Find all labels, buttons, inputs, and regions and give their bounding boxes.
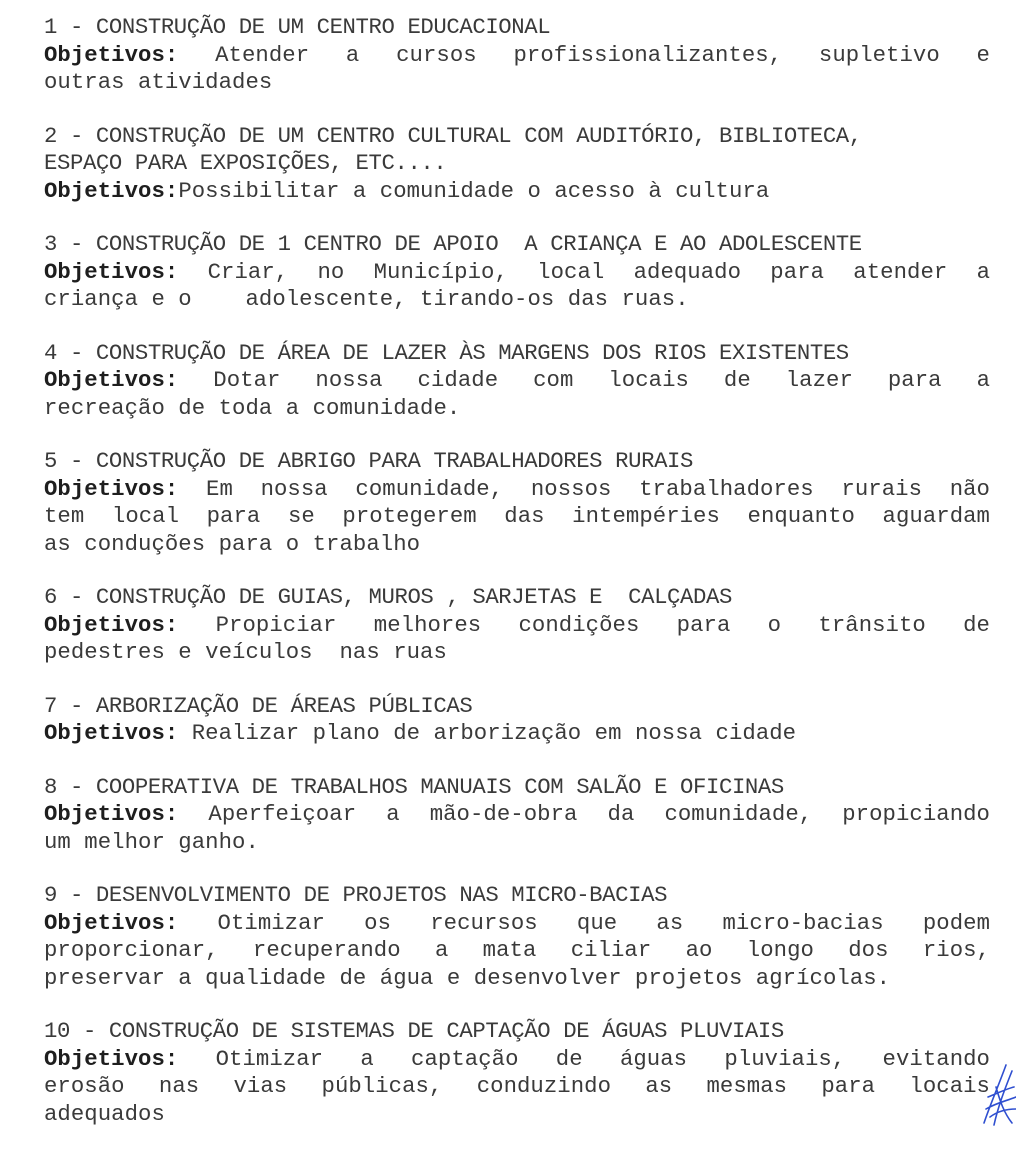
objectives-label: Objetivos: (44, 258, 179, 285)
objective-text: um melhor ganho. (44, 828, 259, 855)
signature-mark (976, 1057, 1016, 1127)
objective-text: tem local para se protegerem das intempéries enquanto aguardam (44, 503, 990, 529)
project-objective-line (44, 965, 990, 993)
project-title: 2 - CONSTRUÇÃO DE UM CENTRO CULTURAL COM AUDITÓRIO, BIBLIOTECA, (44, 122, 862, 149)
objective-text: proporcionar, recuperando a mata ciliar ao longo dos rios, (44, 937, 990, 963)
objective-text: Otimizar a captação de águas pluviais, evitando (215, 1045, 990, 1072)
project-list (44, 14, 990, 1154)
objectives-label: Objetivos: (44, 367, 179, 393)
project-item (44, 14, 990, 97)
project-objective-line (44, 286, 990, 314)
project-objective-line (44, 178, 990, 206)
objective-text: Em nossa comunidade, nossos trabalhadores rurais não (206, 475, 990, 502)
project-objective-line (44, 42, 990, 70)
objective-text: Atender a cursos profissionalizantes, supletivo e (215, 41, 990, 68)
project-objective-line (44, 476, 990, 504)
project-objective-line (44, 69, 990, 97)
objectives-label: Objetivos: (44, 177, 179, 204)
project-title: 4 - CONSTRUÇÃO DE ÁREA DE LAZER ÀS MARGENS DOS RIOS EXISTENTES (44, 339, 849, 366)
project-objective-line (44, 1046, 990, 1074)
project-item (44, 584, 990, 667)
objective-text: recreação de toda a comunidade. (44, 394, 461, 421)
objective-text: Otimizar os recursos que as micro-bacias podem (217, 909, 990, 936)
project-title: 10 - CONSTRUÇÃO DE SISTEMAS DE CAPTAÇÃO DE ÁGUAS PLUVIAIS (44, 1018, 784, 1044)
project-objective-line (44, 395, 990, 423)
objective-text: adequados (44, 1100, 165, 1127)
objective-text: erosão nas vias públicas, conduzindo as mesmas para locais (44, 1073, 990, 1099)
objectives-label: Objetivos: (44, 475, 179, 502)
project-item (44, 231, 990, 314)
project-item (44, 448, 990, 558)
objective-text: Realizar plano de arborização em nossa cidade (191, 720, 797, 746)
objectives-label: Objetivos: (44, 720, 179, 746)
project-title: 6 - CONSTRUÇÃO DE GUIAS, MUROS , SARJETAS E CALÇADAS (44, 584, 732, 610)
project-objective-line (44, 910, 990, 938)
project-title: ESPAÇO PARA EXPOSIÇÕES, ETC.... (44, 150, 447, 176)
objective-text: Aperfeiçoar a mão-de-obra da comunidade, propiciando (208, 801, 990, 827)
project-objective-line (44, 801, 990, 829)
objective-text: pedestres e veículos nas ruas (44, 639, 447, 665)
project-title: 3 - CONSTRUÇÃO DE 1 CENTRO DE APOIO A CRIANÇA E AO ADOLESCENTE (44, 231, 862, 257)
objective-text: Dotar nossa cidade com locais de lazer para a (213, 367, 990, 393)
project-title: 5 - CONSTRUÇÃO DE ABRIGO PARA TRABALHADORES RURAIS (44, 448, 694, 474)
objective-text: preservar a qualidade de água e desenvolver projetos agrícolas. (44, 964, 891, 991)
project-item (44, 693, 990, 748)
objective-text: as conduções para o trabalho (44, 530, 421, 557)
objectives-label: Objetivos: (44, 611, 179, 638)
objective-text: Propiciar melhores condições para o trânsito de (215, 611, 990, 638)
objective-text: criança e o adolescente, tirando-os das ruas. (44, 286, 689, 312)
project-objective-line (44, 367, 990, 395)
project-item (44, 1018, 990, 1128)
project-item (44, 774, 990, 857)
project-item (44, 340, 990, 423)
project-objective-line (44, 531, 990, 559)
project-objective-line (44, 829, 990, 857)
objective-text: Criar, no Município, local adequado para atender a (207, 258, 991, 285)
project-item (44, 123, 990, 206)
project-objective-line (44, 612, 990, 640)
project-title: 9 - DESENVOLVIMENTO DE PROJETOS NAS MICRO-BACIAS (44, 882, 668, 908)
project-objective-line (44, 639, 990, 667)
objective-text: outras atividades (44, 69, 273, 95)
project-objective-line (44, 503, 990, 531)
objectives-label: Objetivos: (44, 801, 179, 827)
objectives-label: Objetivos: (44, 909, 179, 936)
project-item (44, 882, 990, 992)
project-objective-line (44, 259, 990, 287)
project-objective-line (44, 1073, 990, 1101)
project-title: 1 - CONSTRUÇÃO DE UM CENTRO EDUCACIONAL (44, 14, 551, 40)
project-objective-line (44, 937, 990, 965)
project-title: 7 - ARBORIZAÇÃO DE ÁREAS PÚBLICAS (44, 692, 473, 719)
project-objective-line (44, 1101, 990, 1129)
objectives-label: Objetivos: (44, 41, 179, 68)
project-title: 8 - COOPERATIVA DE TRABALHOS MANUAIS COM SALÃO E OFICINAS (44, 773, 784, 800)
objectives-label: Objetivos: (44, 1045, 179, 1072)
objective-text: Possibilitar a comunidade o acesso à cultura (178, 177, 770, 204)
project-objective-line (44, 720, 990, 748)
